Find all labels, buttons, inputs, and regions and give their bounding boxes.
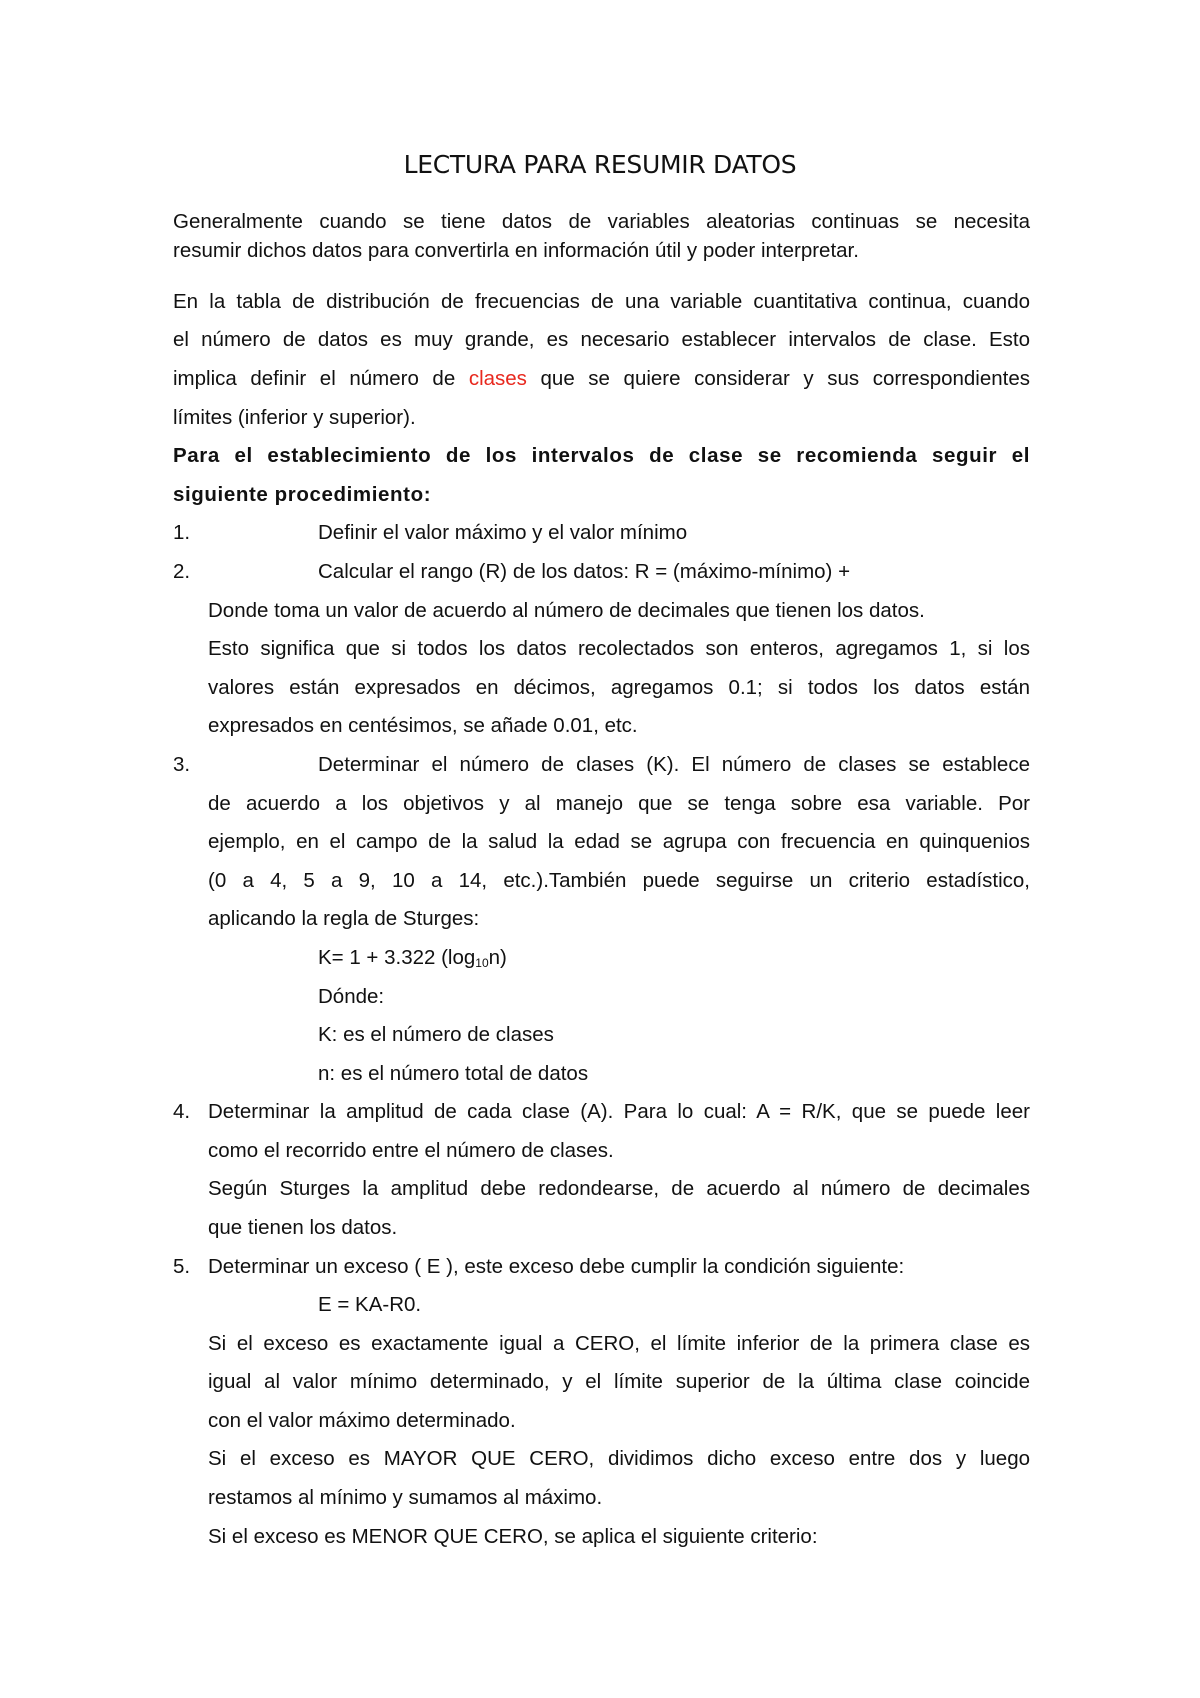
step-4-line-4: que tienen los datos. — [208, 1216, 398, 1239]
step-5-line-5: Si el exceso es MAYOR QUE CERO, dividimos dicho exceso entre dos y luego — [208, 1447, 1030, 1470]
step-5-line-4: con el valor máximo determinado. — [208, 1409, 516, 1432]
sturges-formula — [318, 945, 507, 976]
para2-line-3-end: que se quiere considerar y sus correspondientes — [526, 367, 1030, 390]
step-2-text: Calcular el rango (R) de los datos: R = (máximo-mínimo) + — [318, 560, 851, 583]
step-2-line-2: Donde toma un valor de acuerdo al número de decimales que tienen los datos. — [208, 599, 925, 622]
step-3-line-3: ejemplo, en el campo de la salud la edad se agrupa con frecuencia en quinquenios — [208, 830, 1030, 853]
step-5-line-3: igual al valor mínimo determinado, y el límite superior de la última clase coincide — [208, 1370, 1030, 1393]
formula-n-definition: n: es el número total de datos — [318, 1062, 589, 1085]
highlight-clases: clases — [468, 367, 527, 390]
para2-line-3-start: implica definir el número de — [173, 367, 469, 390]
bold-line-2: siguiente procedimiento: — [173, 483, 432, 506]
step-5-line-7: Si el exceso es MENOR QUE CERO, se aplica el siguiente criterio: — [208, 1525, 818, 1548]
step-2-line-5: expresados en centésimos, se añade 0.01, etc. — [208, 714, 638, 737]
excess-formula: E = KA-R0. — [318, 1293, 422, 1316]
step-5-text: Determinar un exceso ( E ), este exceso debe cumplir la condición siguiente: — [208, 1255, 905, 1278]
sturges-formula-start: K= 1 + 3.322 (log — [318, 946, 476, 969]
step-1-text: Definir el valor máximo y el valor mínimo — [318, 521, 688, 544]
intro-line-1: Generalmente cuando se tiene datos de variables aleatorias continuas se necesita — [173, 210, 1030, 233]
step-5-line-2: Si el exceso es exactamente igual a CERO, el límite inferior de la primera clase es — [208, 1332, 1030, 1355]
step-3-line-4: (0 a 4, 5 a 9, 10 a 14, etc.).También puede seguirse un criterio estadístico, — [208, 869, 1030, 892]
step-3-number: 3. — [173, 753, 191, 776]
para2-line-2: el número de datos es muy grande, es necesario establecer intervalos de clase. Esto — [173, 328, 1030, 351]
step-2-line-3: Esto significa que si todos los datos recolectados son enteros, agregamos 1, si los — [208, 637, 1030, 660]
log-base-subscript: 10 — [475, 956, 489, 970]
sturges-formula-end: n) — [488, 946, 507, 969]
step-4-line-2: como el recorrido entre el número de clases. — [208, 1139, 614, 1162]
para2-line-3 — [173, 366, 1030, 392]
formula-where: Dónde: — [318, 985, 385, 1008]
para2-line-1: En la tabla de distribución de frecuencias de una variable cuantitativa continua, cuando — [173, 290, 1030, 313]
step-4-text: Determinar la amplitud de cada clase (A). Para lo cual: A = R/K, que se puede leer — [208, 1100, 1030, 1123]
step-3-line-5: aplicando la regla de Sturges: — [208, 907, 480, 930]
step-5-number: 5. — [173, 1255, 191, 1278]
step-2-number: 2. — [173, 560, 191, 583]
formula-k-definition: K: es el número de clases — [318, 1023, 554, 1046]
step-5-line-6: restamos al mínimo y sumamos al máximo. — [208, 1486, 603, 1509]
step-1-number: 1. — [173, 521, 191, 544]
page-title: LECTURA PARA RESUMIR DATOS — [403, 150, 797, 179]
para2-line-4: límites (inferior y superior). — [173, 406, 416, 429]
bold-line-1: Para el establecimiento de los intervalos de clase se recomienda seguir el — [173, 444, 1030, 467]
step-4-line-3: Según Sturges la amplitud debe redondearse, de acuerdo al número de decimales — [208, 1177, 1030, 1200]
step-3-line-2: de acuerdo a los objetivos y al manejo que se tenga sobre esa variable. Por — [208, 792, 1030, 815]
step-2-line-4: valores están expresados en décimos, agregamos 0.1; si todos los datos están — [208, 676, 1030, 699]
step-3-text: Determinar el número de clases (K). El número de clases se establece — [318, 753, 1030, 776]
intro-line-2: resumir dichos datos para convertirla en información útil y poder interpretar. — [173, 239, 859, 262]
step-4-number: 4. — [173, 1100, 191, 1123]
